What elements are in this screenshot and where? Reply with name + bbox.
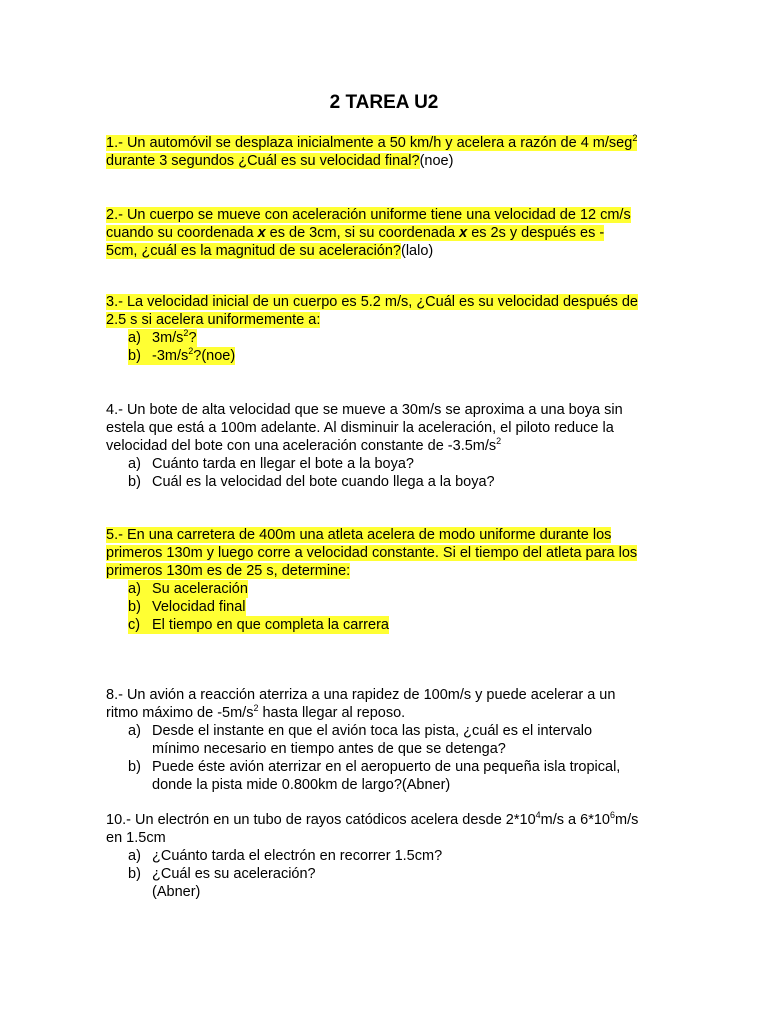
question-4-line-3: velocidad del bote con una aceleración constante de -3.5m/s <box>106 438 497 454</box>
list-text: ¿Cuánto tarda el electrón en recorrer 1.5cm? <box>152 848 443 864</box>
list-item <box>106 598 666 616</box>
list-marker: b) <box>128 598 152 616</box>
list-item <box>106 865 666 883</box>
list-item <box>106 758 666 776</box>
list-text: 3m/s <box>152 330 184 346</box>
list-marker: a) <box>128 723 141 739</box>
question-10-line-1a: 10.- Un electrón en un tubo de rayos catódicos acelera desde 2*10 <box>106 812 536 828</box>
question-5-line-3: primeros 130m es de 25 s, determine: <box>106 563 351 579</box>
list-item <box>106 347 666 365</box>
question-2 <box>106 206 666 260</box>
question-1 <box>106 134 666 170</box>
question-5-line-1: 5.- En una carretera de 400m una atleta acelera de modo uniforme durante los <box>106 527 612 543</box>
question-10 <box>106 811 666 901</box>
list-marker: a) <box>128 329 152 347</box>
question-2-line-2c: es 2s y después es - <box>467 225 605 241</box>
list-text: Cuál es la velocidad del bote cuando llega a la boya? <box>152 474 495 490</box>
list-text: ¿Cuál es su aceleración? <box>152 866 316 882</box>
list-item <box>106 847 666 865</box>
superscript: 2 <box>183 328 189 338</box>
list-text-end: ? <box>188 330 197 346</box>
superscript: 2 <box>632 133 638 143</box>
question-1-line-1: 1.- Un automóvil se desplaza inicialmente a 50 km/h y acelera a razón de 4 m/seg <box>106 135 633 151</box>
question-2-line-2b: es de 3cm, si su coordenada <box>265 225 460 241</box>
list-marker: a) <box>128 456 141 472</box>
superscript: 6 <box>609 810 615 820</box>
list-text-continuation: (Abner) <box>152 884 201 900</box>
list-item <box>106 473 666 491</box>
question-3-line-2: 2.5 s si acelera uniformemente a: <box>106 312 321 328</box>
question-2-line-2a: cuando su coordenada <box>106 225 258 241</box>
superscript: 4 <box>535 810 541 820</box>
question-10-line-2: en 1.5cm <box>106 830 166 846</box>
question-2-line-1: 2.- Un cuerpo se mueve con aceleración uniforme tiene una velocidad de 12 cm/s <box>106 207 631 223</box>
list-item <box>106 722 666 740</box>
superscript: 2 <box>496 436 502 446</box>
list-text-end: ?(noe) <box>193 348 236 364</box>
question-2-author: (lalo) <box>401 243 434 259</box>
question-5-line-2: primeros 130m y luego corre a velocidad constante. Si el tiempo del atleta para los <box>106 545 638 561</box>
list-item <box>106 329 666 347</box>
list-marker: b) <box>128 759 141 775</box>
question-2-line-3: 5cm, ¿cuál es la magnitud de su aceleración? <box>106 243 401 259</box>
list-text-continuation: mínimo necesario en tiempo antes de que se detenga? <box>152 741 506 757</box>
list-item <box>106 580 666 598</box>
question-5 <box>106 526 666 634</box>
list-marker: b) <box>128 866 141 882</box>
question-10-line-1c: m/s <box>615 812 639 828</box>
list-marker: b) <box>128 474 141 490</box>
superscript: 2 <box>253 703 259 713</box>
list-text-continuation: donde la pista mide 0.800km de largo?(Abner) <box>152 777 451 793</box>
question-8-line-2b: hasta llegar al reposo. <box>258 705 406 721</box>
list-text: Velocidad final <box>152 599 246 615</box>
question-8-line-1: 8.- Un avión a reacción aterriza a una rapidez de 100m/s y puede acelerar a un <box>106 687 616 703</box>
list-marker: b) <box>128 347 152 365</box>
list-text: Desde el instante en que el avión toca las pista, ¿cuál es el intervalo <box>152 723 593 739</box>
list-text: Cuánto tarda en llegar el bote a la boya? <box>152 456 414 472</box>
list-item <box>106 616 666 634</box>
list-marker: a) <box>128 848 141 864</box>
list-text: Puede éste avión aterrizar en el aeropuerto de una pequeña isla tropical, <box>152 759 621 775</box>
variable-x: x <box>257 225 266 241</box>
page-title: 2 TAREA U2 <box>329 92 439 113</box>
question-4-line-1: 4.- Un bote de alta velocidad que se mueve a 30m/s se aproxima a una boya sin <box>106 402 623 418</box>
question-1-author: (noe) <box>419 153 454 169</box>
list-text: -3m/s <box>152 348 189 364</box>
question-1-line-2: durante 3 segundos ¿Cuál es su velocidad final? <box>106 153 420 169</box>
question-8 <box>106 686 666 794</box>
list-text: El tiempo en que completa la carrera <box>152 617 389 633</box>
superscript: 2 <box>188 346 194 356</box>
question-10-line-1b: m/s a 6*10 <box>540 812 610 828</box>
question-4-line-2: estela que está a 100m adelante. Al disminuir la aceleración, el piloto reduce la <box>106 420 614 436</box>
question-8-line-2a: ritmo máximo de -5m/s <box>106 705 254 721</box>
list-item <box>106 455 666 473</box>
list-marker: a) <box>128 580 152 598</box>
question-3-line-1: 3.- La velocidad inicial de un cuerpo es 5.2 m/s, ¿Cuál es su velocidad después de <box>106 294 638 310</box>
list-text: Su aceleración <box>152 581 248 597</box>
question-3 <box>106 293 666 365</box>
variable-x: x <box>459 225 468 241</box>
question-4 <box>106 401 666 491</box>
list-marker: c) <box>128 616 152 634</box>
